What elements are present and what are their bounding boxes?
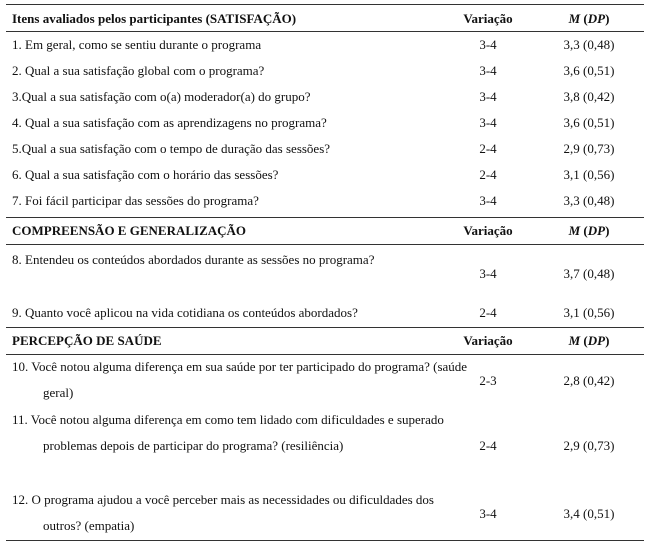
- section-header-satisfacao: [6, 8, 644, 30]
- row-item: 11. Você notou alguma diferença em como tem lidado com dificuldades e superado problemas depois de participar do programa? (resiliência): [12, 412, 444, 453]
- row-item: 6. Qual a sua satisfação com o horário das sessões?: [12, 167, 279, 182]
- header-variacao-label: Variação: [463, 333, 513, 348]
- row-item: 1. Em geral, como se sentiu durante o programa: [12, 37, 262, 52]
- section-header-compreensao: [6, 220, 644, 242]
- row-item: 10. Você notou alguma diferença em sua saúde por ter participado do programa? (saúde geral): [12, 359, 468, 400]
- row-item: 12. O programa ajudou a você perceber mais as necessidades ou dificuldades dos outros? (empatia): [12, 492, 434, 533]
- row-variacao: 3-4: [479, 89, 497, 104]
- table-rule-section-3: [6, 327, 644, 328]
- table-rule-bottom: [6, 540, 644, 541]
- table-rule-header-2: [6, 244, 644, 245]
- table-row: [6, 354, 644, 406]
- header-md-label: M (DP): [568, 11, 610, 26]
- row-variacao: 3-4: [479, 63, 497, 78]
- row-item: 3.Qual a sua satisfação com o(a) moderador(a) do grupo?: [12, 89, 311, 104]
- table-row: [6, 140, 644, 162]
- row-md: 2,9 (0,73): [563, 141, 615, 156]
- row-variacao: 3-4: [479, 506, 497, 521]
- row-variacao: 2-4: [479, 167, 497, 182]
- table-rule-section-2: [6, 217, 644, 218]
- row-variacao: 2-4: [479, 438, 497, 453]
- row-item: 9. Quanto você aplicou na vida cotidiana os conteúdos abordados?: [12, 305, 358, 320]
- row-item: 2. Qual a sua satisfação global com o programa?: [12, 63, 265, 78]
- table-row: [6, 487, 644, 539]
- row-md: 3,4 (0,51): [563, 506, 615, 521]
- row-md: 2,8 (0,42): [563, 373, 615, 388]
- row-variacao: 2-4: [479, 141, 497, 156]
- row-item: 7. Foi fácil participar das sessões do programa?: [12, 193, 259, 208]
- table-row: [6, 192, 644, 214]
- table-row: [6, 36, 644, 58]
- table-rule-top: [6, 4, 644, 5]
- header-variacao-label: Variação: [463, 223, 513, 238]
- table-row: [6, 114, 644, 136]
- header-item-label: Itens avaliados pelos participantes (SATISFAÇÃO): [12, 11, 297, 26]
- header-md-label: M (DP): [568, 333, 610, 348]
- row-variacao: 3-4: [479, 115, 497, 130]
- header-md-label: M (DP): [568, 223, 610, 238]
- header-item-label: COMPREENSÃO E GENERALIZAÇÃO: [12, 223, 247, 238]
- row-variacao: 2-3: [479, 373, 497, 388]
- table-row: [6, 88, 644, 110]
- row-md: 2,9 (0,73): [563, 438, 615, 453]
- row-variacao: 3-4: [479, 37, 497, 52]
- row-variacao: 3-4: [479, 266, 497, 281]
- row-variacao: 2-4: [479, 305, 497, 320]
- row-item: 5.Qual a sua satisfação com o tempo de duração das sessões?: [12, 141, 331, 156]
- row-md: 3,6 (0,51): [563, 115, 615, 130]
- row-md: 3,1 (0,56): [563, 167, 615, 182]
- row-md: 3,7 (0,48): [563, 266, 615, 281]
- section-header-percepcao: [6, 330, 644, 352]
- row-item: 4. Qual a sua satisfação com as aprendizagens no programa?: [12, 115, 327, 130]
- row-md: 3,6 (0,51): [563, 63, 615, 78]
- table-row: [6, 62, 644, 84]
- row-md: 3,3 (0,48): [563, 37, 615, 52]
- header-variacao-label: Variação: [463, 11, 513, 26]
- table-row: [6, 166, 644, 188]
- row-md: 3,1 (0,56): [563, 305, 615, 320]
- row-md: 3,3 (0,48): [563, 193, 615, 208]
- table-row: [6, 304, 644, 326]
- row-md: 3,8 (0,42): [563, 89, 615, 104]
- table-row: [6, 407, 644, 485]
- table-rule-header-1: [6, 31, 644, 32]
- row-item: 8. Entendeu os conteúdos abordados durante as sessões no programa?: [12, 252, 375, 267]
- table-row: [6, 247, 644, 299]
- header-item-label: PERCEPÇÃO DE SAÚDE: [12, 333, 162, 348]
- row-variacao: 3-4: [479, 193, 497, 208]
